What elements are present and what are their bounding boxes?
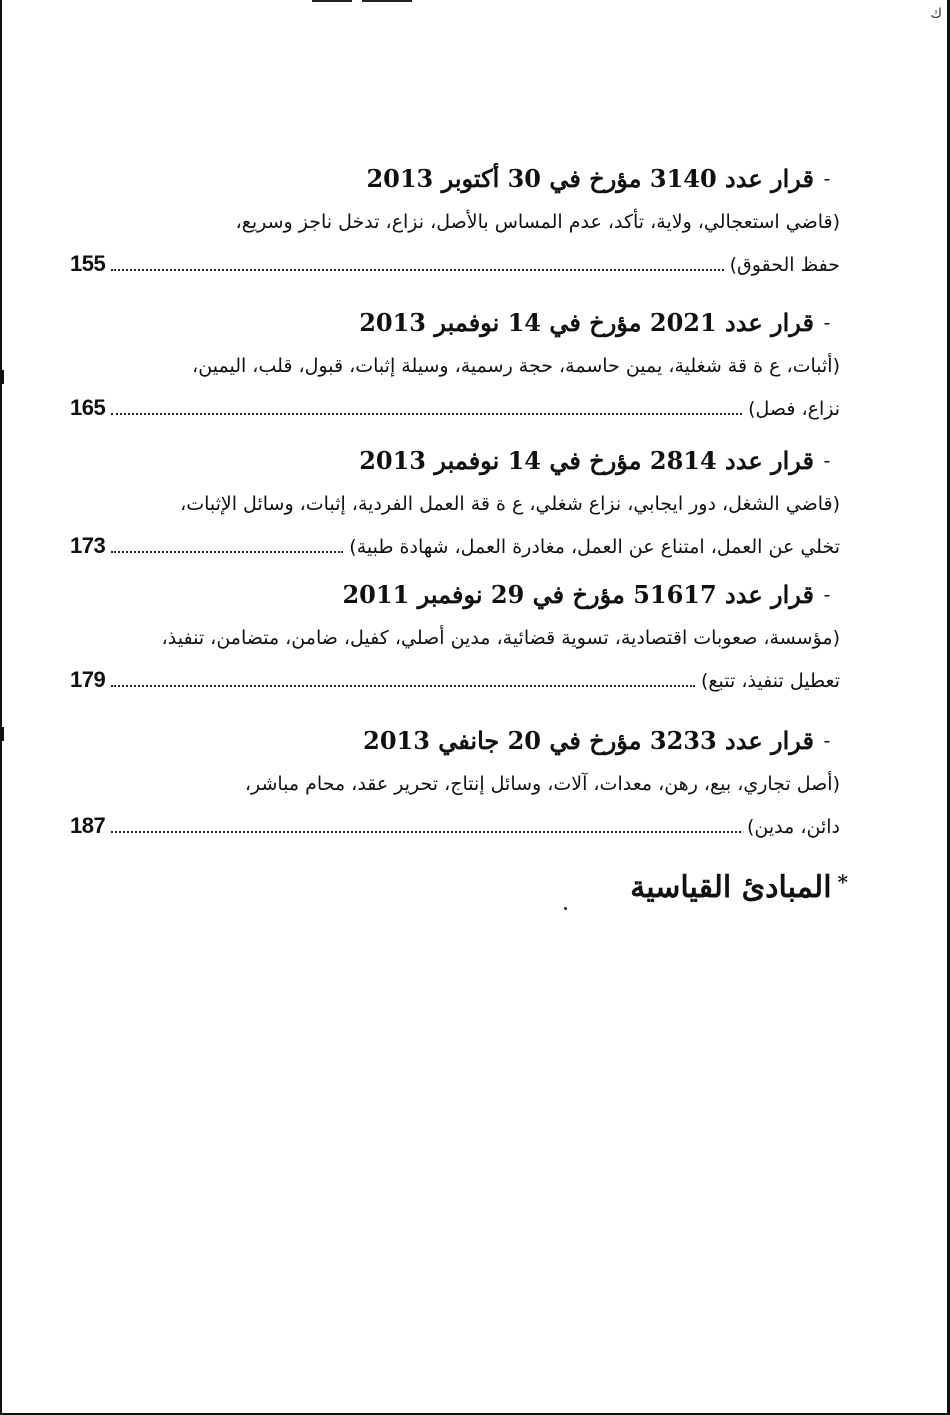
dot-leader: [111, 413, 742, 415]
entry-keywords-line: (مؤسسة، صعوبات اقتصادية، تسوية قضائية، مدين أصلي، كفيل، ضامن، متضامن، تنفيذ،: [161, 627, 840, 649]
entry-heading-text: قرار عدد 2814 مؤرخ في 14 نوفمبر 2013: [359, 445, 814, 475]
toc-entry: [70, 155, 840, 285]
entry-keywords-tail: تخلي عن العمل، امتناع عن العمل، مغادرة العمل، شهادة طبية): [349, 536, 840, 558]
dot-leader: [111, 551, 343, 553]
entry-keywords-last-line: [70, 387, 840, 429]
entry-keywords-last-line: [70, 805, 840, 847]
entry-keywords-last-line: [70, 243, 840, 285]
bullet-dash: -: [823, 582, 831, 606]
bullet-dash: -: [823, 728, 831, 752]
entry-keywords-tail: نزاع، فصل): [748, 398, 840, 420]
toc-entry: [70, 437, 840, 567]
bullet-dash: -: [823, 310, 831, 334]
entry-keywords-line: (أصل تجاري، بيع، رهن، معدات، آلات، وسائل إنتاج، تحرير عقد، محام مباشر،: [244, 773, 840, 795]
page-number: 173: [70, 533, 106, 558]
entry-keywords-tail: دائن، مدين): [747, 816, 840, 838]
scan-left-tick: [0, 370, 4, 384]
entry-heading: [70, 299, 840, 345]
bullet-dash: -: [823, 448, 831, 472]
table-of-contents: [70, 155, 840, 847]
star-marker: *: [837, 870, 848, 894]
page-number: 165: [70, 395, 106, 420]
entry-keywords-last-line: [70, 659, 840, 701]
bullet-dash: -: [823, 166, 831, 190]
corner-mark: ك: [930, 6, 942, 22]
entry-heading: [70, 437, 840, 483]
entry-heading-text: قرار عدد 3140 مؤرخ في 30 أكتوبر 2013: [366, 163, 814, 193]
section-heading: [630, 870, 848, 905]
entry-keywords-tail: حفظ الحقوق): [729, 254, 840, 276]
dot-leader: [111, 269, 723, 271]
entry-heading: [70, 155, 840, 201]
dot-leader: [111, 831, 741, 833]
entry-keywords-tail: تعطيل تنفيذ، تتبع): [701, 670, 840, 692]
entry-keywords-last-line: [70, 525, 840, 567]
scan-left-tick: [0, 727, 4, 741]
entry-heading-text: قرار عدد 3233 مؤرخ في 20 جانفي 2013: [363, 725, 814, 755]
entry-keywords-line: (أثبات، ع ة قة شغلية، يمين حاسمة، حجة رسمية، وسيلة إثبات، قبول، قلب، اليمين،: [192, 355, 840, 377]
scan-speck: [564, 907, 567, 910]
entry-heading-text: قرار عدد 2021 مؤرخ في 14 نوفمبر 2013: [359, 307, 814, 337]
page-number: 155: [70, 251, 106, 276]
entry-heading: [70, 571, 840, 617]
entry-keywords-line: (قاضي الشغل، دور ايجابي، نزاع شغلي، ع ة قة العمل الفردية، إثبات، وسائل الإثبات،: [180, 493, 840, 515]
page-border-left: [0, 0, 2, 1415]
toc-entry: [70, 299, 840, 429]
section-heading-text: المبادئ القياسية: [630, 870, 832, 905]
entry-keywords-line: (قاضي استعجالي، ولاية، تأكد، عدم المساس بالأصل، نزاع، تدخل ناجز وسريع،: [235, 211, 840, 233]
toc-entry: [70, 571, 840, 701]
page-number: 179: [70, 667, 106, 692]
page-number: 187: [70, 813, 106, 838]
scan-top-marks: [300, 0, 450, 2]
entry-heading: [70, 717, 840, 763]
dot-leader: [111, 685, 695, 687]
toc-entry: [70, 717, 840, 847]
entry-heading-text: قرار عدد 51617 مؤرخ في 29 نوفمبر 2011: [342, 579, 814, 609]
